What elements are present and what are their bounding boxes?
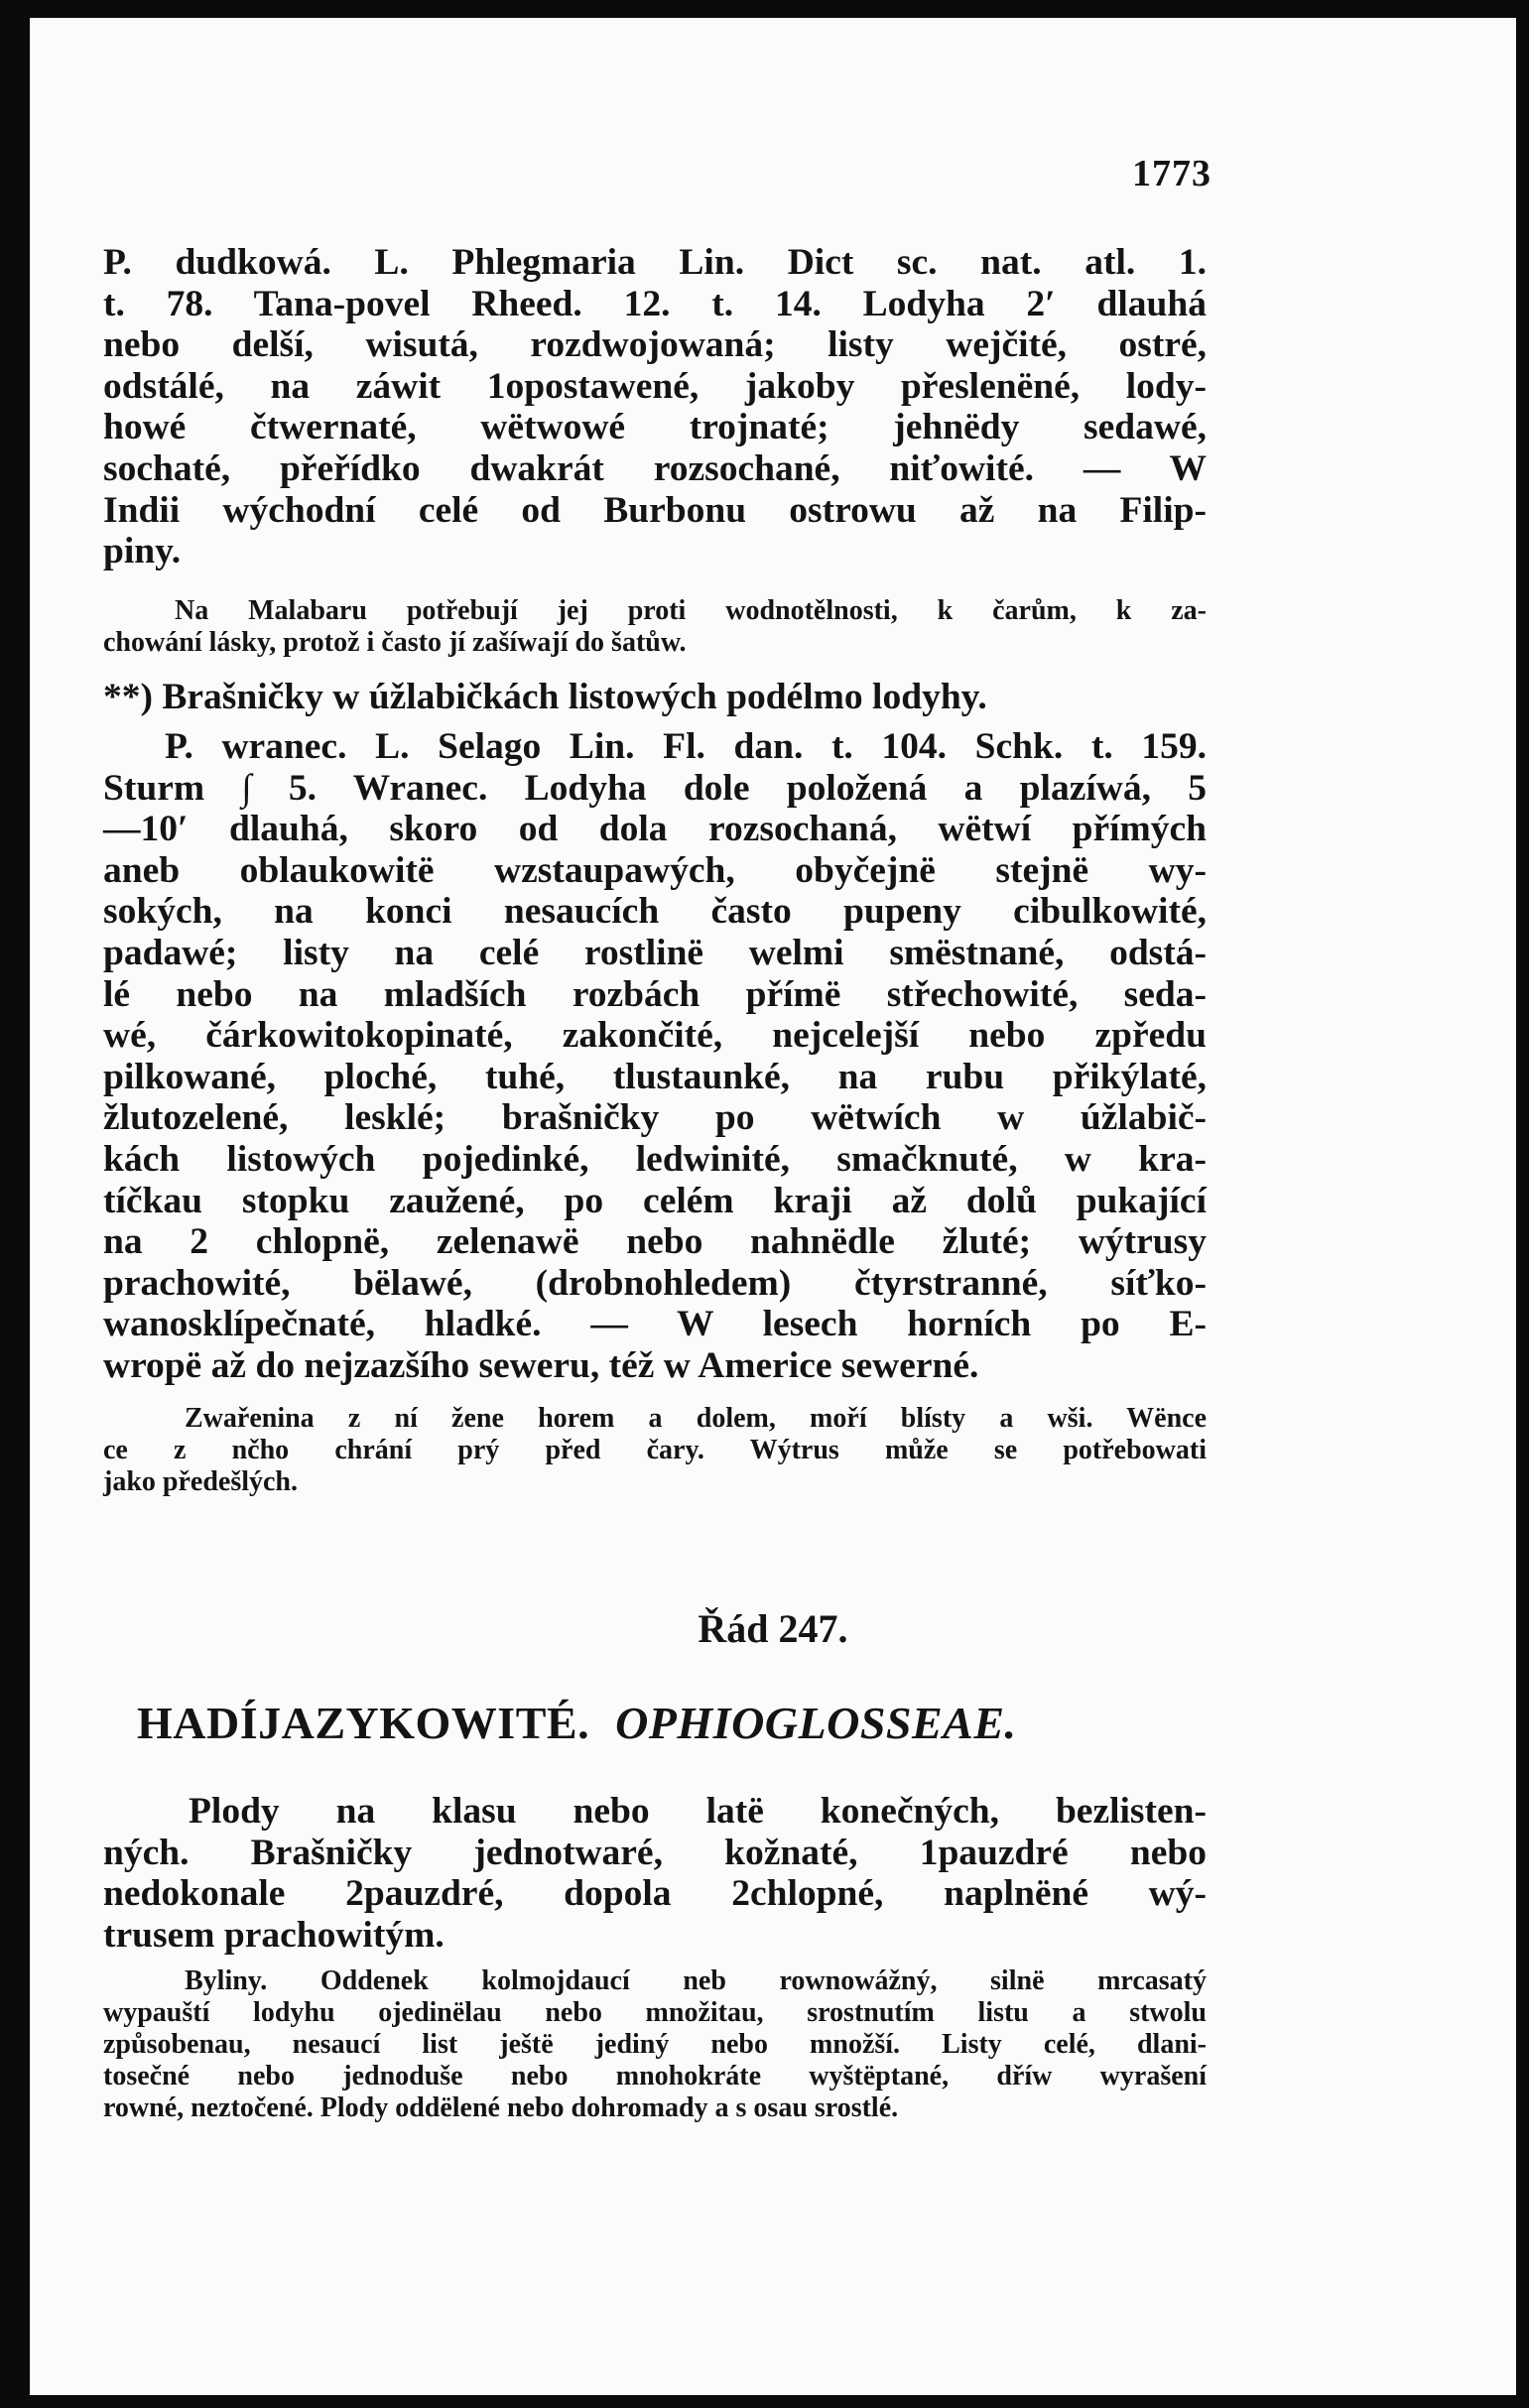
text-line: —10′ dlauhá, skoro od dola rozsochaná, wëtwí přímých xyxy=(103,809,1207,850)
text-line: nedokonale 2pauzdré, dopola 2chlopné, naplnëné wý- xyxy=(103,1873,1207,1915)
text-line: sokých, na konci nesaucích často pupeny cibulkowité, xyxy=(103,891,1207,933)
text-line: rowné, neztočené. Plody oddëlené nebo dohromady a s osau srostlé. xyxy=(103,2092,899,2123)
text-line: ce z nčho chrání prý před čary. Wýtrus může se potřebowati xyxy=(103,1435,1207,1465)
family-heading xyxy=(137,1697,1228,1749)
text-line: ných. Brašničky jednotwaré, kožnaté, 1pauzdré nebo xyxy=(103,1832,1207,1873)
text-line: padawé; listy na celé rostlinë welmi smëstnané, odstá- xyxy=(103,932,1207,973)
text-line: aneb oblaukowitë wzstaupawých, obyčejnë stejnë wy- xyxy=(103,849,1207,891)
text-line: howé čtwernaté, wëtwowé trojnaté; jehnëdy sedawé, xyxy=(103,407,1207,448)
page-number: 1773 xyxy=(1132,153,1211,194)
text-line: tíčkau stopku zaužené, po celém kraji až dolů pukající xyxy=(103,1180,1207,1221)
text-line: pilkowané, ploché, tuhé, tlustaunké, na rubu přikýlaté, xyxy=(103,1056,1207,1097)
entry-wranec xyxy=(103,726,1207,1387)
note-malabar xyxy=(103,595,1207,659)
text-line: sochaté, přeřídko dwakrát rozsochané, niťowité. — W xyxy=(103,447,1207,489)
text-line: nebo delší, wisutá, rozdwojowaná; listy wejčité, ostré, xyxy=(103,324,1207,366)
text-line: Na Malabaru potřebují jej proti wodnotělnosti, k čarům, k za- xyxy=(175,595,1207,626)
text-line: t. 78. Tana-povel Rheed. 12. t. 14. Lodyha 2′ dlauhá xyxy=(103,283,1207,324)
family-name-latin: OPHIOGLOSSEAE. xyxy=(615,1698,1017,1748)
text-line: odstálé, na záwit 1opostawené, jakoby přeslenëné, lody- xyxy=(103,365,1207,407)
text-line: Zwařenina z ní žene horem a dolem, moří blísty a wši. Wënce xyxy=(185,1403,1207,1434)
text-line: žlutozelené, lesklé; brašničky po wëtwích w úžlabič- xyxy=(103,1097,1207,1139)
text-line: wanosklípečnaté, hladké. — W lesech horních po E- xyxy=(103,1304,1207,1345)
text-line: kách listowých pojedinké, ledwinité, smačknuté, w kra- xyxy=(103,1138,1207,1180)
text-line: Indii wýchodní celé od Burbonu ostrowu až na Filip- xyxy=(103,489,1207,531)
text-line: wropë až do nejzazšího seweru, též w Americe sewerné. xyxy=(103,1344,979,1386)
text-line: Sturm ∫ 5. Wranec. Lodyha dole položená a plazíwá, 5 xyxy=(103,767,1207,809)
family-description xyxy=(103,1791,1207,1956)
text-line: lé nebo na mladších rozbách přímë střechowité, seda- xyxy=(103,973,1207,1015)
text-line: chowání lásky, protož i často jí zašíwají do šatůw. xyxy=(103,627,687,658)
text-line: **) Brašničky w úžlabičkách listowých podélmo lodyhy. xyxy=(103,677,987,717)
text-line: trusem prachowitým. xyxy=(103,1914,445,1956)
text-line: Plody na klasu nebo latë konečných, bezlisten- xyxy=(189,1791,1207,1832)
text-line: P. wranec. L. Selago Lin. Fl. dan. t. 104. Schk. t. 159. xyxy=(165,726,1207,767)
text-line: jako předešlých. xyxy=(103,1466,298,1497)
text-line: wypauští lodyhu ojedinëlau nebo množitau, srostnutím listu a stwolu xyxy=(103,1997,1207,2028)
entry-dudkowa xyxy=(103,242,1207,572)
text-line: Byliny. Oddenek kolmojdaucí neb rownowážný, silnë mrcasatý xyxy=(185,1965,1207,1996)
book-page xyxy=(30,18,1516,2395)
order-title: Řád 247. xyxy=(698,1606,848,1651)
text-line: tosečné nebo jednoduše nebo mnohokráte wyštëptané, dříw wyrašení xyxy=(103,2061,1207,2091)
family-name-czech: HADÍJAZYKOWITÉ. xyxy=(137,1698,590,1748)
text-line: způsobenau, nesaucí list ještë jediný nebo množší. Listy celé, dlani- xyxy=(103,2029,1207,2060)
section-note xyxy=(103,677,1207,718)
text-line: wé, čárkowitokopinaté, zakončité, nejcelejší nebo zpředu xyxy=(103,1015,1207,1057)
text-line: prachowité, bëlawé, (drobnohledem) čtyrstranné, síťko- xyxy=(103,1262,1207,1304)
note-zwarenina xyxy=(103,1403,1207,1498)
note-byliny xyxy=(103,1965,1207,2124)
text-line: na 2 chlopnë, zelenawë nebo nahnëdle žluté; wýtrusy xyxy=(103,1221,1207,1263)
text-line: piny. xyxy=(103,531,182,572)
text-line: P. dudkowá. L. Phlegmaria Lin. Dict sc. nat. atl. 1. xyxy=(103,242,1207,283)
